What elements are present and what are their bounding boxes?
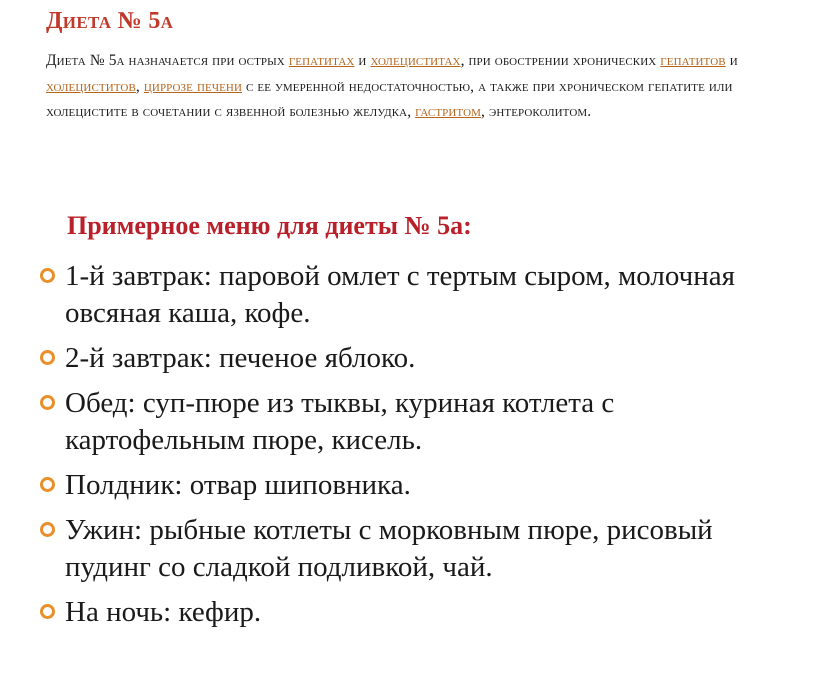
menu-heading: Примерное меню для диеты № 5а: [67,211,472,240]
intro-text-6: с ее умеренной недостаточностью, а также при хроническом гепатите или холецистите в сочетании с язвенной болезнью желудка, [46,77,733,120]
menu-item-snack [40,467,800,504]
menu-item-text: Обед: суп-пюре из тыквы, куриная котлета с картофельным пюре, кисель. [65,387,615,456]
circle-bullet-icon [40,350,55,365]
menu-list [40,258,800,639]
circle-bullet-icon [40,477,55,492]
link-hepatitis[interactable]: гепатитах [288,52,355,69]
menu-item-text: 2-й завтрак: печеное яблоко. [65,342,416,374]
menu-item-text: 1-й завтрак: паровой омлет с тертым сыром, молочная овсяная каша, кофе. [65,260,735,329]
circle-bullet-icon [40,395,55,410]
menu-item-text: Полдник: отвар шиповника. [65,469,411,501]
link-gastritis[interactable]: гастритом [415,103,482,120]
menu-item-dinner [40,512,800,586]
link-cholecystitis-chronic[interactable]: холециститов [46,77,136,95]
menu-item-breakfast-2 [40,340,800,377]
menu-item-text: На ночь: кефир. [65,596,262,628]
menu-item-night [40,594,800,631]
intro-text-1: Диета № 5а назначается при острых [46,52,289,69]
circle-bullet-icon [40,522,55,537]
menu-item-lunch [40,385,800,459]
intro-text-7: , энтероколитом. [481,103,592,120]
link-cirrhosis[interactable]: циррозе печени [143,77,242,95]
page-title: Диета № 5а [46,8,174,34]
link-cholecystitis[interactable]: холециститах [370,52,461,69]
link-hepatitis-chronic[interactable]: гепатитов [660,52,726,69]
intro-text-3: , при обострении хронических [460,52,661,69]
intro-paragraph [46,48,791,125]
menu-item-breakfast-1 [40,258,800,332]
intro-text-2: и [354,52,371,69]
menu-item-text: Ужин: рыбные котлеты с морковным пюре, рисовый пудинг со сладкой подливкой, чай. [65,514,713,583]
intro-text-4: и [725,52,738,69]
intro-text-5: , [135,77,144,95]
circle-bullet-icon [40,268,55,283]
circle-bullet-icon [40,604,55,619]
